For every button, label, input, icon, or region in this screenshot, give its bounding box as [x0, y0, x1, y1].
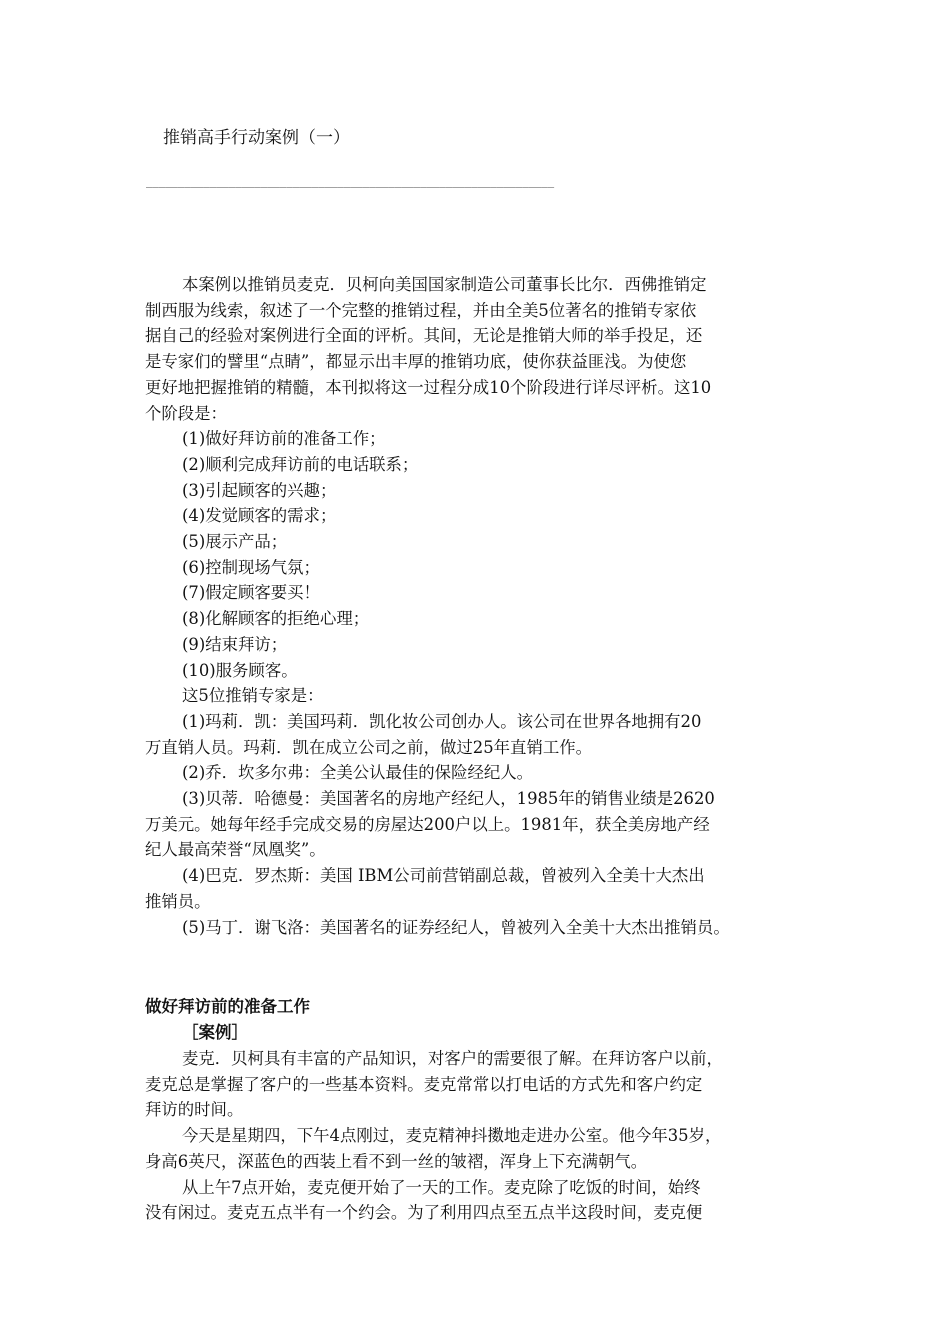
- intro-line: 据自己的经验对案例进行全面的评析。其间，无论是推销大师的举手投足，还: [145, 326, 703, 346]
- expert-item: (2)乔．坎多尔弗：全美公认最佳的保险经纪人。: [182, 763, 534, 783]
- case-label: ［案例］: [182, 1023, 248, 1042]
- case-line: 没有闲过。麦克五点半有一个约会。为了利用四点至五点半这段时间，麦克便: [145, 1203, 703, 1223]
- case-line: 从上午7点开始，麦克便开始了一天的工作。麦克除了吃饭的时间，始终: [182, 1177, 701, 1197]
- stage-item: (6)控制现场气氛；: [182, 557, 320, 577]
- expert-item-cont: 万美元。她每年经手完成交易的房屋达200户以上。1981年，获全美房地产经: [145, 814, 710, 834]
- expert-item: (4)巴克．罗杰斯：美国 IBM公司前营销副总裁，曾被列入全美十大杰出: [182, 866, 705, 886]
- expert-item-cont: 万直销人员。玛莉．凯在成立公司之前，做过25年直销工作。: [145, 737, 593, 757]
- stage-item: (5)展示产品；: [182, 532, 288, 552]
- intro-line: 本案例以推销员麦克．贝柯向美国国家制造公司董事长比尔．西佛推销定: [182, 275, 707, 294]
- case-line: 身高6英尺，深蓝色的西装上看不到一丝的皱褶，浑身上下充满朝气。: [145, 1151, 648, 1171]
- title-separator: ________________________________________________________________: [146, 176, 555, 188]
- stage-item: (3)引起顾客的兴趣；: [182, 480, 337, 500]
- expert-item: (3)贝蒂．哈德曼：美国著名的房地产经纪人，1985年的销售业绩是2620: [182, 789, 715, 809]
- case-line: 今天是星期四，下午4点刚过，麦克精神抖擞地走进办公室。他今年35岁，: [182, 1126, 722, 1146]
- case-body: [145, 1046, 825, 1226]
- stage-item: (4)发觉顾客的需求；: [182, 506, 337, 526]
- expert-item: (5)马丁．谢飞洛：美国著名的证券经纪人，曾被列入全美十大杰出推销员。: [182, 917, 730, 937]
- intro-body: [145, 272, 825, 940]
- case-line: 麦克总是掌握了客户的一些基本资料。麦克常常以打电话的方式先和客户约定: [145, 1074, 703, 1094]
- stage-item: (2)顺利完成拜访前的电话联系；: [182, 454, 419, 474]
- expert-item-cont: 推销员。: [145, 891, 211, 911]
- stage-item: (7)假定顾客要买！: [182, 583, 320, 603]
- stage-item: (10)服务顾客。: [182, 660, 298, 680]
- stage-item: (1)做好拜访前的准备工作；: [182, 429, 386, 449]
- stage-item: (8)化解顾客的拒绝心理；: [182, 609, 370, 629]
- intro-line: 制西服为线索，叙述了一个完整的推销过程，并由全美5位著名的推销专家依: [145, 300, 697, 320]
- stage-item: (9)结束拜访；: [182, 634, 288, 654]
- case-line: 拜访的时间。: [145, 1100, 244, 1120]
- intro-line: 个阶段是：: [145, 403, 227, 423]
- expert-item-cont: 纪人最高荣誉“凤凰奖”。: [145, 840, 326, 860]
- expert-item: (1)玛莉．凯：美国玛莉．凯化妆公司创办人。该公司在世界各地拥有20: [182, 711, 702, 731]
- section-heading: 做好拜访前的准备工作: [145, 997, 310, 1016]
- page-title: 推销高手行动案例（一）: [163, 128, 350, 148]
- experts-intro: 这5位推销专家是：: [182, 686, 324, 706]
- case-line: 麦克．贝柯具有丰富的产品知识，对客户的需要很了解。在拜访客户以前，: [182, 1049, 723, 1068]
- intro-line: 更好地把握推销的精髓，本刊拟将这一过程分成10个阶段进行详尽评析。这10: [145, 377, 712, 397]
- intro-line: 是专家们的譬里“点睛”，都显示出丰厚的推销功底，使你获益匪浅。为使您: [145, 352, 687, 372]
